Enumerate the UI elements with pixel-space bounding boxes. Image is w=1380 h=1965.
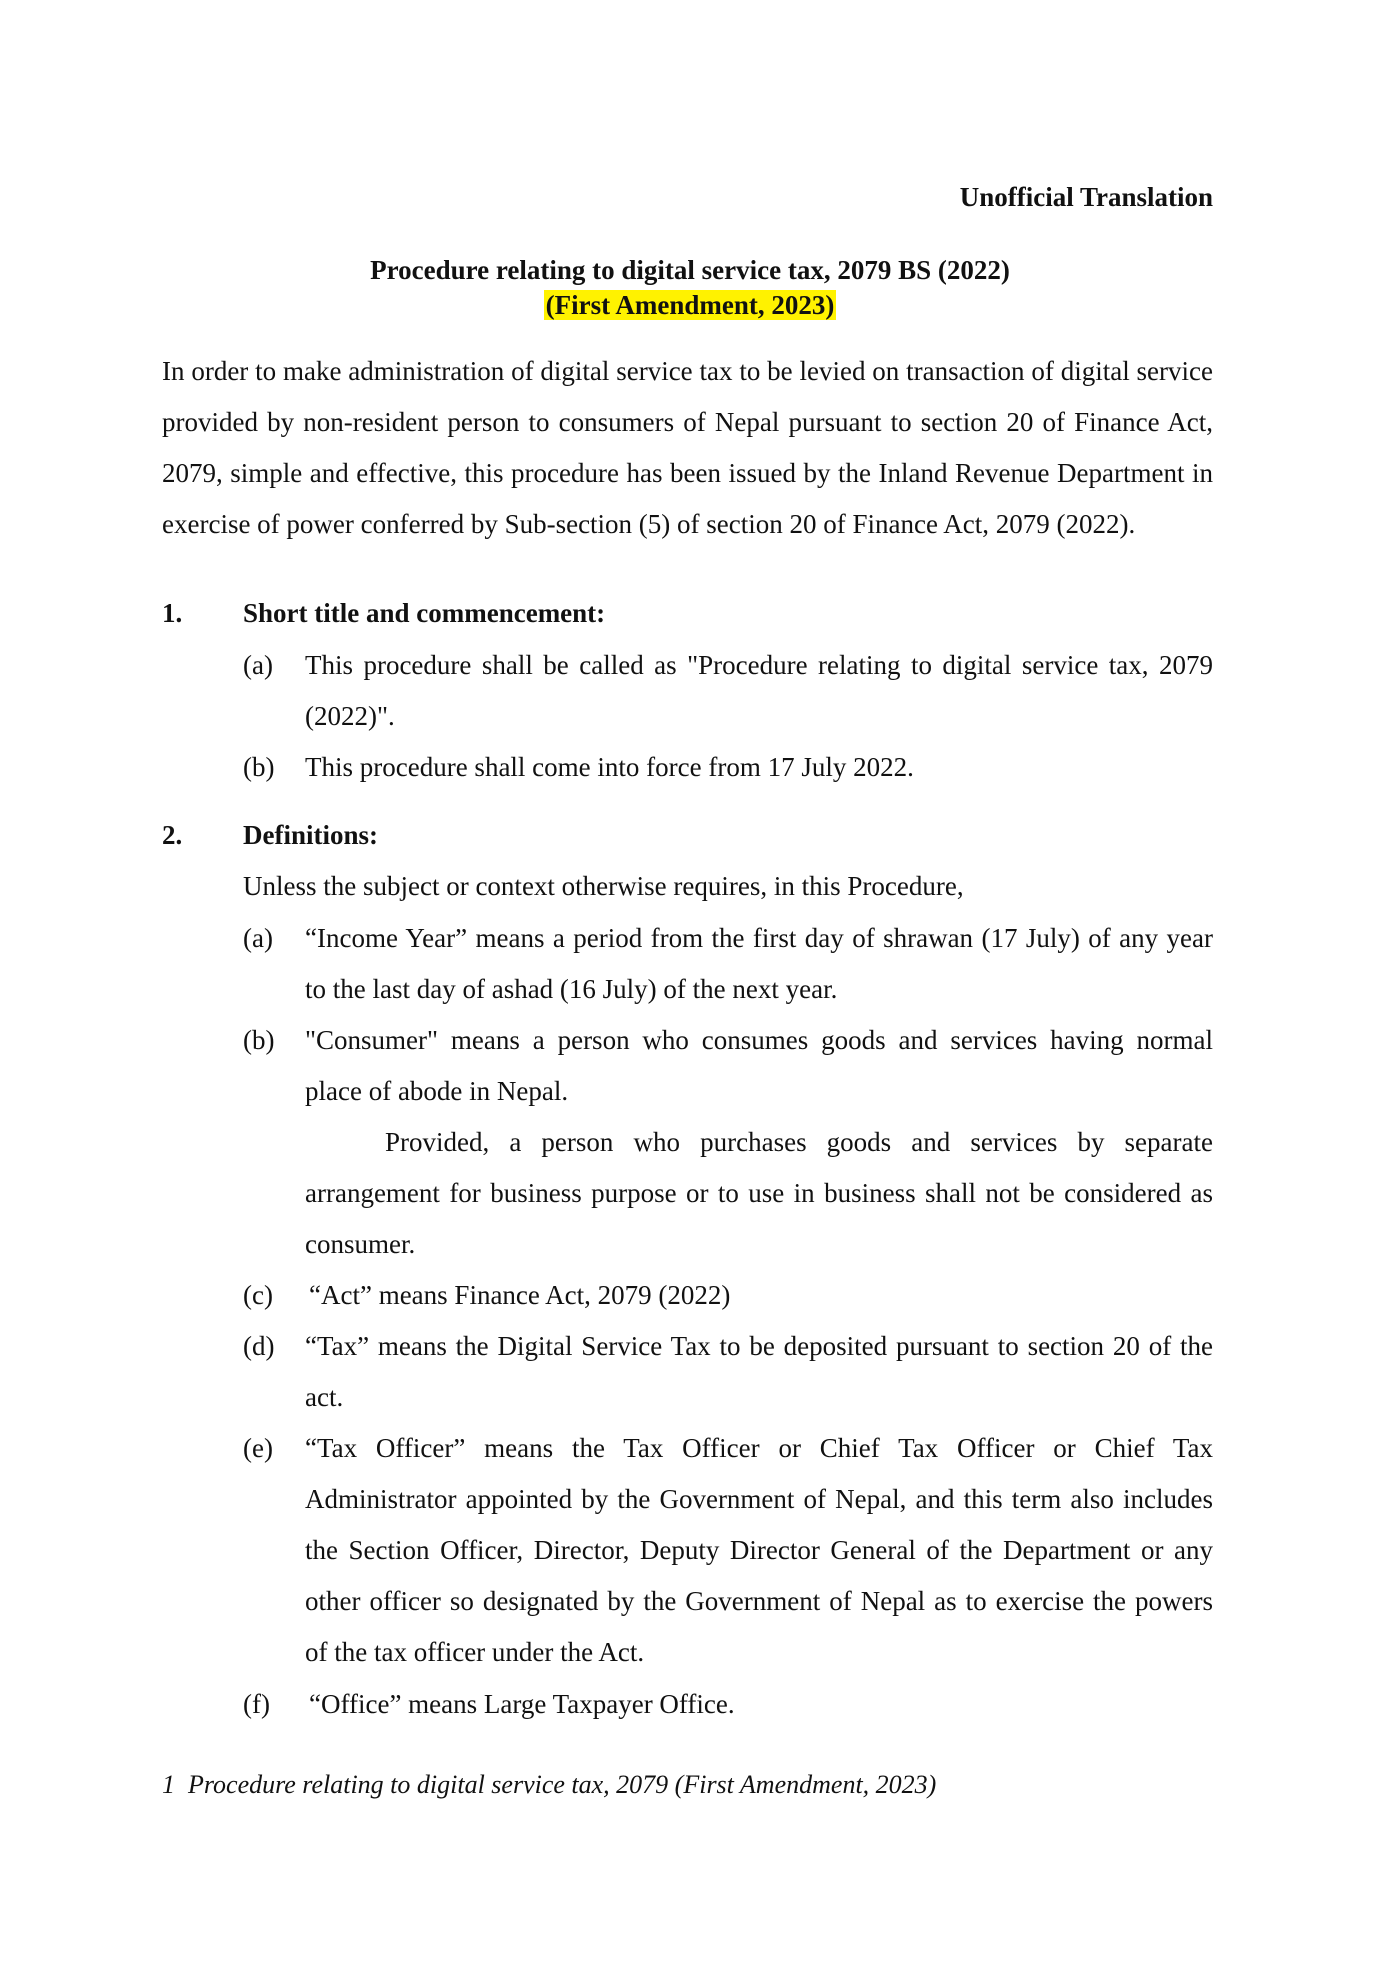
- footer-page-number: 1: [162, 1770, 175, 1799]
- unofficial-translation-label: Unofficial Translation: [959, 182, 1213, 212]
- section-2-item-d-text: “Tax” means the Digital Service Tax to be deposited pursuant to section 20 of the act.: [305, 1331, 1213, 1412]
- section-1-item-b-label: (b): [243, 752, 275, 782]
- section-2-item-f-text: “Office” means Large Taxpayer Office.: [309, 1689, 735, 1719]
- footer-text: Procedure relating to digital service tax, 2079 (First Amendment, 2023): [188, 1770, 937, 1799]
- section-2-item-a-label: (a): [243, 923, 273, 953]
- section-2-item-d-label: (d): [243, 1331, 275, 1361]
- section-1-item-a-text: This procedure shall be called as "Procedure relating to digital service tax, 2079 (2022)".: [305, 650, 1213, 731]
- page-footer: [162, 1770, 936, 1800]
- section-2-item-c-text: “Act” means Finance Act, 2079 (2022): [309, 1280, 731, 1310]
- section-2-item-c-label: (c): [243, 1280, 273, 1310]
- section-2-item-b-proviso: Provided, a person who purchases goods and services by separate arrangement for business purpose or to use in business shall not be considered as consumer.: [305, 1127, 1213, 1259]
- section-2-item-e-label: (e): [243, 1433, 273, 1463]
- amendment-subtitle: (First Amendment, 2023): [545, 290, 835, 320]
- section-2-item-a-text: “Income Year” means a period from the first day of shrawan (17 July) of any year to the last day of ashad (16 July) of the next year.: [305, 923, 1213, 1004]
- section-1-number: 1.: [162, 598, 183, 628]
- section-2-item-f-label: (f): [243, 1689, 270, 1719]
- preamble-paragraph: In order to make administration of digital service tax to be levied on transaction of digital service provided by non-resident person to consumers of Nepal pursuant to section 20 of Finance Act, 2079, simple and effective, this procedure has been issued by the Inland Revenue Department in exercise of power conferred by Sub-section (5) of section 20 of Finance Act, 2079 (2022).: [162, 356, 1213, 539]
- section-2-intro: Unless the subject or context otherwise requires, in this Procedure,: [243, 871, 964, 901]
- document-title: Procedure relating to digital service tax, 2079 BS (2022): [370, 255, 1010, 285]
- section-2-item-b-text: "Consumer" means a person who consumes goods and services having normal place of abode in Nepal.: [305, 1025, 1213, 1106]
- section-1-heading: Short title and commencement:: [243, 598, 606, 628]
- section-1-item-a-label: (a): [243, 650, 273, 680]
- section-1-item-b-text: This procedure shall come into force from 17 July 2022.: [305, 752, 914, 782]
- section-2-item-b-label: (b): [243, 1025, 275, 1055]
- section-2-number: 2.: [162, 820, 183, 850]
- section-2-item-e-text: “Tax Officer” means the Tax Officer or Chief Tax Officer or Chief Tax Administrator appointed by the Government of Nepal, and this term also includes the Section Officer, Director, Deputy Director General of the Department or any other officer so designated by the Government of Nepal as to exercise the powers of the tax officer under the Act.: [305, 1433, 1213, 1667]
- section-2-heading: Definitions:: [243, 820, 378, 850]
